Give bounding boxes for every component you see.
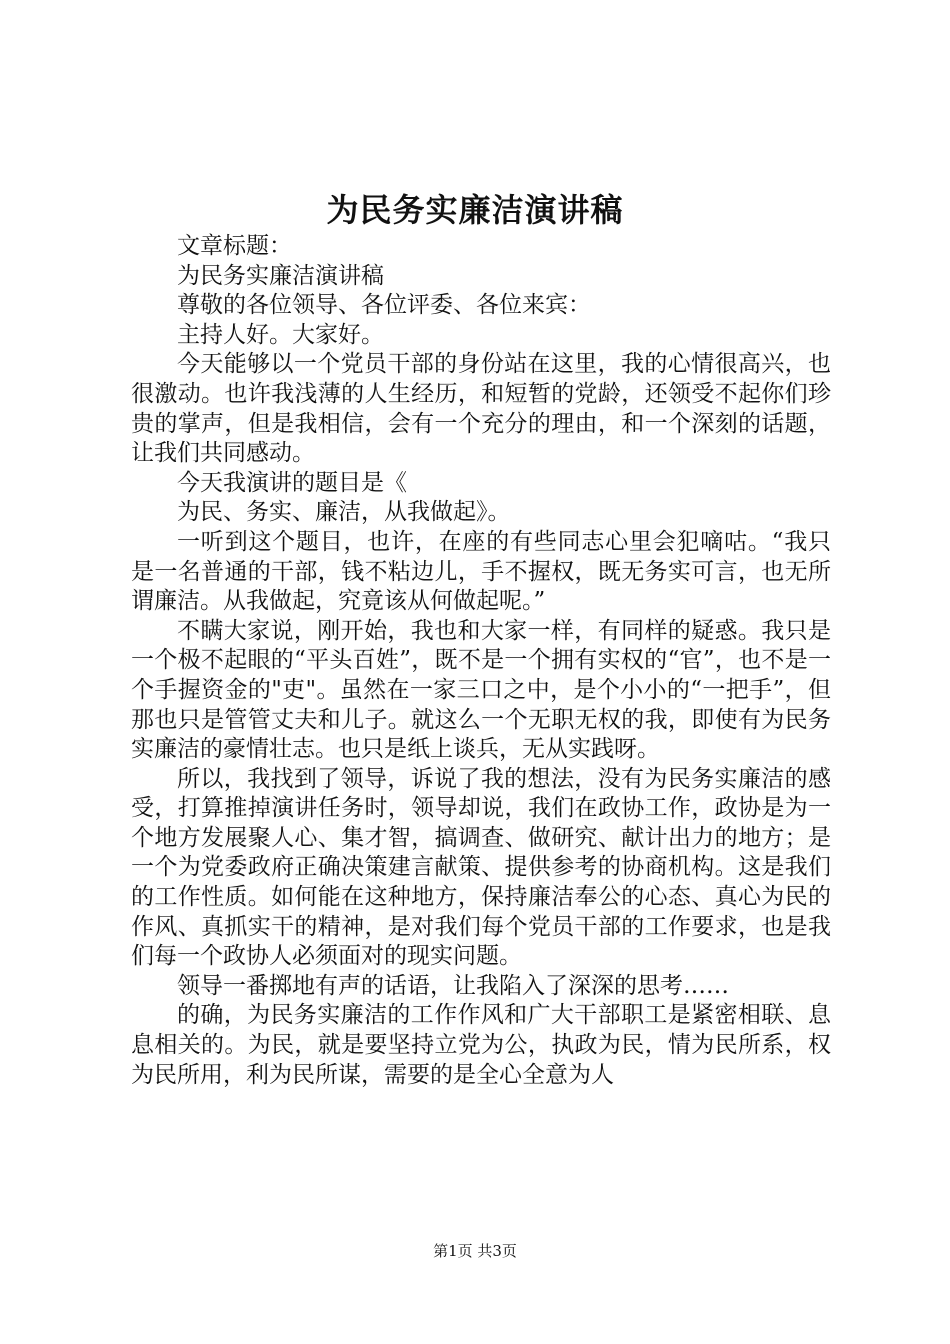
paragraph: 为民务实廉洁演讲稿	[177, 262, 384, 289]
page-number-footer: 第1页 共3页	[433, 1242, 517, 1260]
paragraph: 尊敬的各位领导、各位评委、各位来宾：	[177, 292, 591, 319]
paragraph: 今天我演讲的题目是《	[177, 469, 407, 496]
paragraph: 领导一番掷地有声的话语，让我陷入了深深的思考……	[177, 972, 729, 999]
paragraph: 一听到这个题目，也许，在座的有些同志心里会犯嘀咕。“我只是一名普通的干部，钱不粘边儿，手不握权，既无务实可言，也无所谓廉洁。从我做起，究竟该从何做起呢。”	[131, 528, 831, 615]
paragraph: 主持人好。大家好。	[177, 321, 384, 348]
paragraph: 的确，为民务实廉洁的工作作风和广大干部职工是紧密相联、息息相关的。为民，就是要坚持立党为公，执政为民，情为民所系，权为民所用，利为民所谋，需要的是全心全意为人	[131, 1002, 831, 1088]
paragraph: 为民、务实、廉洁，从我做起》。	[177, 499, 511, 526]
paragraph: 不瞒大家说，刚开始，我也和大家一样，有同样的疑惑。我只是一个极不起眼的“平头百姓”，既不是一个拥有实权的“官”，也不是一个手握资金的"吏"。虽然在一家三口之中，是个小小的“一把手”，但那也只是管管丈夫和儿子。就这么一个无职无权的我，即使有为民务实廉洁的豪情壮志。也只是纸上谈兵，无从实践呀。	[131, 617, 831, 763]
paragraph: 所以，我找到了领导，诉说了我的想法，没有为民务实廉洁的感受，打算推掉演讲任务时，领导却说，我们在政协工作，政协是为一个地方发展聚人心、集才智，搞调查、做研究、献计出力的地方；是一个为党委政府正确决策建言献策、提供参考的协商机构。这是我们的工作性质。如何能在这种地方，保持廉洁奉公的心态、真心为民的作风、真抓实干的精神，是对我们每个党员干部的工作要求，也是我们每一个政协人必须面对的现实问题。	[131, 765, 831, 970]
paragraph: 文章标题：	[177, 233, 292, 259]
document-body	[131, 232, 831, 1090]
paragraph: 今天能够以一个党员干部的身份站在这里，我的心情很高兴，也很激动。也许我浅薄的人生经历，和短暂的党龄，还领受不起你们珍贵的掌声，但是我相信，会有一个充分的理由，和一个深刻的话题，让我们共同感动。	[131, 351, 831, 467]
document-title: 为民务实廉洁演讲稿	[326, 191, 624, 229]
